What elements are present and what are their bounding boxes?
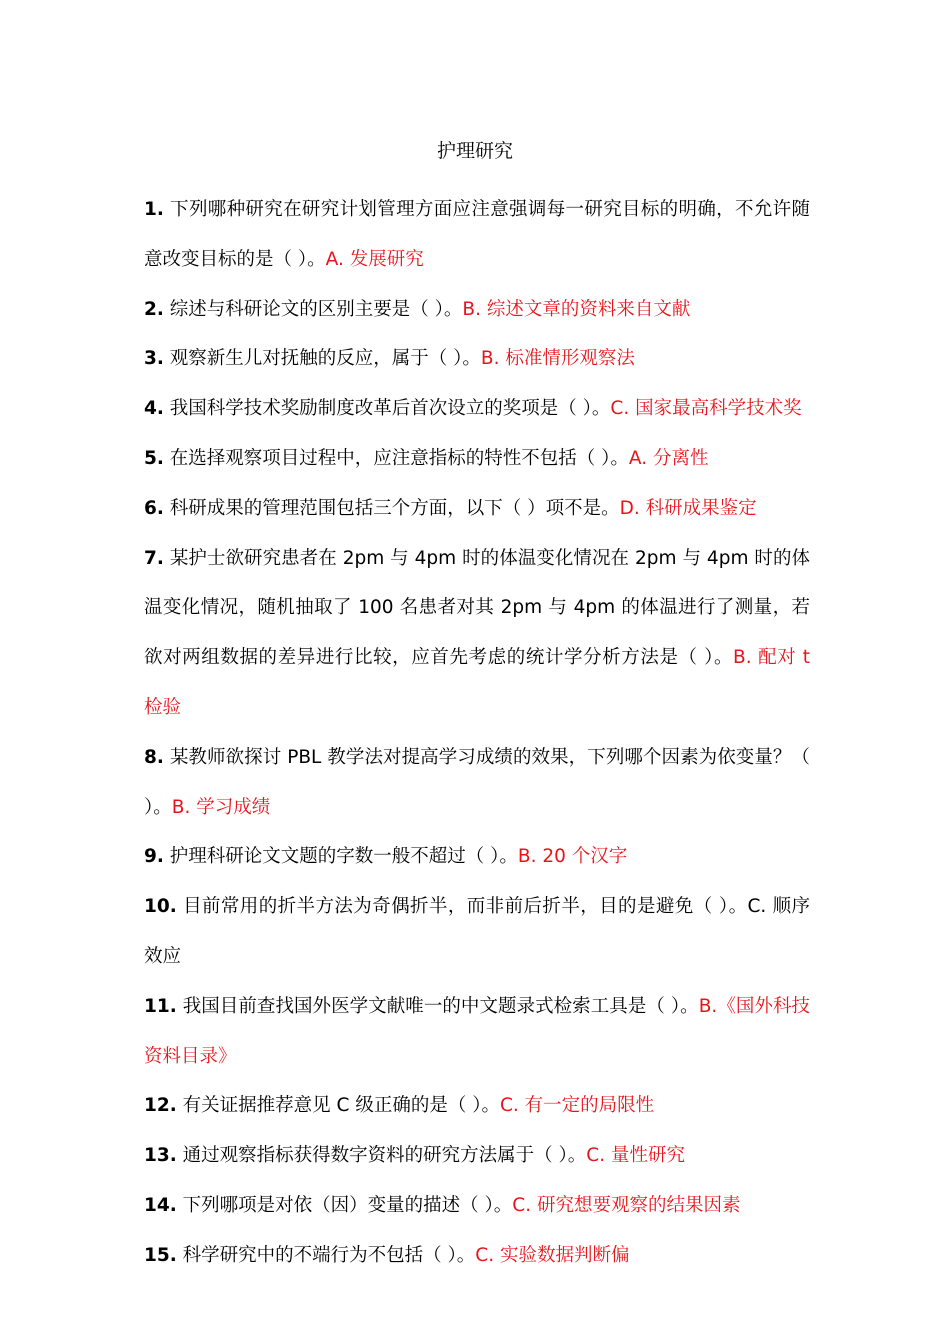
question-answer: B. 标准情形观察法 — [480, 348, 635, 370]
question-answer: D. 科研成果鉴定 — [619, 497, 757, 519]
question-number: 5. — [144, 447, 164, 469]
question-text: 有关证据推荐意见 C 级正确的是（ ）。 — [176, 1095, 500, 1117]
question-text: 护理科研论文文题的字数一般不超过（ ）。 — [163, 846, 518, 868]
question-number: 8. — [144, 746, 164, 768]
question-item — [144, 982, 810, 1082]
question-number: 10. — [144, 896, 177, 918]
question-item — [144, 1131, 810, 1181]
document-title: 护理研究 — [436, 140, 513, 162]
question-item — [144, 334, 810, 384]
question-number: 11. — [144, 995, 177, 1017]
question-number: 6. — [144, 497, 164, 519]
question-text: 某教师欲探讨 PBL 教学法对提高学习成绩的效果，下列哪个因素为依变量？（ ）。 — [144, 746, 810, 818]
question-answer: A. 分离性 — [628, 447, 709, 469]
question-answer: A. 发展研究 — [325, 248, 424, 270]
question-number: 3. — [144, 348, 164, 370]
question-answer: C. 有一定的局限性 — [499, 1095, 655, 1117]
question-item — [144, 733, 810, 833]
question-number: 14. — [144, 1194, 177, 1216]
question-answer: C. 量性研究 — [586, 1145, 685, 1167]
question-number: 2. — [144, 298, 164, 320]
question-text: 通过观察指标获得数字资料的研究方法属于（ ）。 — [176, 1145, 587, 1167]
question-item — [144, 1181, 810, 1231]
question-number: 12. — [144, 1095, 177, 1117]
question-number: 4. — [144, 398, 164, 420]
question-answer: C. 国家最高科学技术奖 — [610, 398, 802, 420]
question-item — [144, 1081, 810, 1131]
question-number: 9. — [144, 846, 164, 868]
question-text: 科学研究中的不端行为不包括（ ）。 — [176, 1244, 476, 1266]
question-text: 科研成果的管理范围包括三个方面，以下（ ）项不是。 — [163, 497, 620, 519]
question-text: 目前常用的折半方法为奇偶折半，而非前后折半，目的是避免（ ）。C. 顺序效应 — [144, 896, 810, 967]
question-item — [144, 882, 810, 982]
question-answer: B.《国外科技资料目录》 — [144, 995, 811, 1067]
question-text: 综述与科研论文的区别主要是（ ）。 — [163, 298, 463, 320]
question-text: 下列哪种研究在研究计划管理方面应注意强调每一研究目标的明确，不允许随意改变目标的是（ ）。 — [144, 199, 810, 270]
question-item — [144, 832, 810, 882]
question-item — [144, 534, 810, 733]
question-item — [144, 1231, 810, 1281]
question-text: 观察新生儿对抚触的反应，属于（ ）。 — [163, 348, 481, 370]
question-text: 我国目前查找国外医学文献唯一的中文题录式检索工具是（ ）。 — [176, 995, 699, 1017]
question-list — [144, 185, 810, 1281]
question-item — [144, 484, 810, 534]
question-text: 某护士欲研究患者在 2pm 与 4pm 时的体温变化情况在 2pm 与 4pm 时的体温变化情况，随机抽取了 100 名患者对其 2pm 与 4pm 的体温进行了测量，若欲对两组数据的差异进行比较，应首先考虑的统计学分析方法是（ ）。 — [144, 547, 810, 669]
question-answer: B. 学习成绩 — [171, 796, 271, 818]
question-item — [144, 285, 810, 335]
question-text: 下列哪项是对依（因）变量的描述（ ）。 — [176, 1194, 513, 1216]
question-answer: B. 20 个汉字 — [517, 846, 628, 868]
question-number: 1. — [144, 199, 164, 220]
question-text: 在选择观察项目过程中，应注意指标的特性不包括（ ）。 — [163, 447, 629, 469]
question-number: 7. — [144, 547, 164, 569]
question-number: 15. — [144, 1244, 177, 1266]
question-number: 13. — [144, 1145, 177, 1167]
question-text: 我国科学技术奖励制度改革后首次设立的奖项是（ ）。 — [163, 398, 611, 420]
question-answer: C. 研究想要观察的结果因素 — [512, 1194, 741, 1216]
question-answer: B. 综述文章的资料来自文献 — [462, 298, 691, 320]
question-item — [144, 185, 810, 285]
question-answer: B. 配对 t 检验 — [144, 647, 810, 718]
question-item — [144, 384, 810, 434]
question-item — [144, 434, 810, 484]
question-answer: C. 实验数据判断偏 — [475, 1244, 630, 1266]
